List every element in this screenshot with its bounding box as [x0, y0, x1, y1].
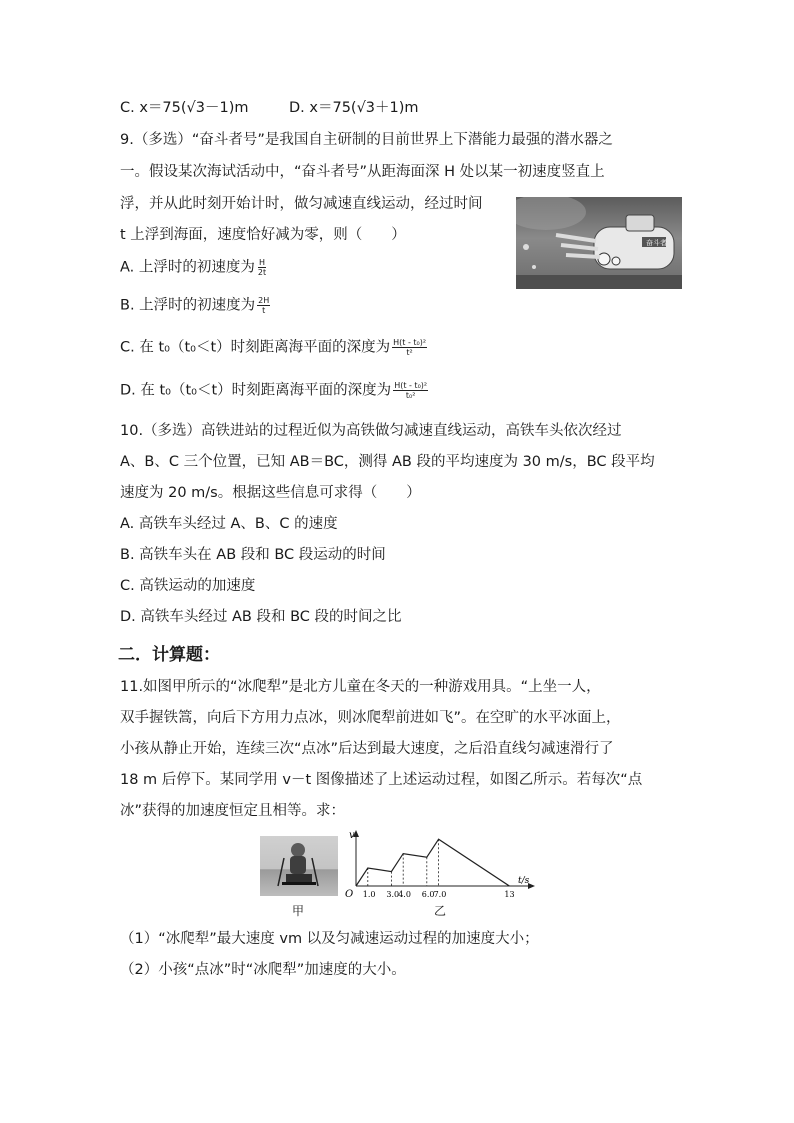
origin-label: O	[345, 889, 354, 900]
q10-option-b: B. 高铁车头在 AB 段和 BC 段运动的时间	[120, 547, 386, 563]
x-tick-label: 4.0	[398, 890, 411, 899]
q9-line4: t 上浮到海面，速度恰好减为零，则（ ）	[120, 227, 406, 243]
q9-option-c-text: C. 在 t₀（t₀＜t）时刻距离海平面的深度为	[120, 339, 391, 356]
q9-line1: 9.（多选）“奋斗者号”是我国自主研制的目前世界上下潜能力最强的潜水器之	[120, 132, 613, 148]
q11-line4: 18 m 后停下。某同学用 v－t 图像描述了上述运动过程，如图乙所示。若每次“点	[120, 772, 643, 788]
q11-sub2: （2）小孩“点冰”时“冰爬犁”加速度的大小。	[120, 962, 406, 978]
x-tick-label: 6.0	[421, 890, 435, 899]
q11-line3: 小孩从静止开始，连续三次“点冰”后达到最大速度，之后沿直线匀减速滑行了	[120, 741, 614, 757]
frac-numerator: 2H	[258, 296, 270, 305]
q9-option-b-text: B. 上浮时的初速度为	[120, 297, 256, 314]
x-tick-label: 13	[504, 890, 515, 899]
q8-option-d: D. x＝75(√3＋1)m	[289, 100, 419, 116]
q9-option-a-text: A. 上浮时的初速度为	[120, 259, 255, 276]
q10-line2: A、B、C 三个位置，已知 AB＝BC，测得 AB 段的平均速度为 30 m/s，BC 段平均	[120, 454, 655, 470]
figure-a-caption: 甲	[292, 904, 305, 918]
frac-denominator: t	[262, 306, 266, 315]
q9-option-a-fraction	[257, 258, 267, 277]
ice-sled-photo	[260, 836, 338, 896]
q10-line1: 10.（多选）高铁进站的过程近似为高铁做匀减速直线运动，高铁车头依次经过	[120, 423, 622, 439]
velocity-series-line	[356, 839, 509, 886]
ice-sled-illustration	[260, 836, 338, 896]
x-axis-label: t/s	[518, 876, 530, 886]
submarine-illustration	[516, 197, 682, 289]
submarine-label: 奋斗者	[646, 239, 667, 247]
q9-option-d-text: D. 在 t₀（t₀＜t）时刻距离海平面的深度为	[120, 382, 392, 399]
q8-option-c: C. x＝75(√3－1)m	[120, 100, 249, 116]
q10-line3: 速度为 20 m/s。根据这些信息可求得（ ）	[120, 485, 421, 501]
q9-option-a	[120, 258, 267, 277]
y-axis-label: v	[349, 830, 355, 841]
frac-numerator: H	[259, 258, 266, 267]
section-title: 二．计算题：	[118, 645, 220, 665]
vt-chart	[340, 828, 540, 908]
q11-line1: 11.如图甲所示的“冰爬犁”是北方儿童在冬天的一种游戏用具。“上坐一人，	[120, 679, 601, 695]
q9-option-c	[120, 338, 427, 357]
frac-denominator: 2t	[257, 268, 267, 277]
q9-option-d	[120, 381, 428, 400]
q9-option-b	[120, 296, 270, 315]
frac-numerator: H(t - t₀)²	[394, 381, 428, 390]
q9-option-b-fraction	[257, 296, 270, 315]
q10-option-a: A. 高铁车头经过 A、B、C 的速度	[120, 516, 338, 532]
frac-denominator: t₀²	[405, 391, 416, 400]
q10-option-d: D. 高铁车头经过 AB 段和 BC 段的时间之比	[120, 609, 402, 625]
q9-line2: 一。假设某次海试活动中，“奋斗者号”从距海面深 H 处以某一初速度竖直上	[120, 164, 605, 180]
figure-b-caption: 乙	[434, 904, 447, 918]
x-tick-label: 7.0	[433, 890, 447, 899]
frac-denominator: t²	[406, 348, 413, 357]
q9-line3: 浮，并从此时刻开始计时，做匀减速直线运动，经过时间	[120, 196, 483, 212]
q11-sub1: （1）“冰爬犁”最大速度 vm 以及匀减速运动过程的加速度大小；	[120, 931, 539, 947]
x-tick-label: 1.0	[362, 890, 376, 899]
x-tick-label: 3.0	[386, 890, 400, 899]
frac-numerator: H(t - t₀)²	[393, 338, 427, 347]
q11-line5: 冰”获得的加速度恒定且相等。求：	[120, 803, 346, 819]
q10-option-c: C. 高铁运动的加速度	[120, 578, 256, 594]
q11-line2: 双手握铁篙，向后下方用力点冰，则冰爬犁前进如飞”。在空旷的水平冰面上，	[120, 710, 621, 726]
submarine-photo	[516, 197, 682, 289]
q9-option-d-fraction	[393, 381, 428, 400]
q9-option-c-fraction	[392, 338, 427, 357]
